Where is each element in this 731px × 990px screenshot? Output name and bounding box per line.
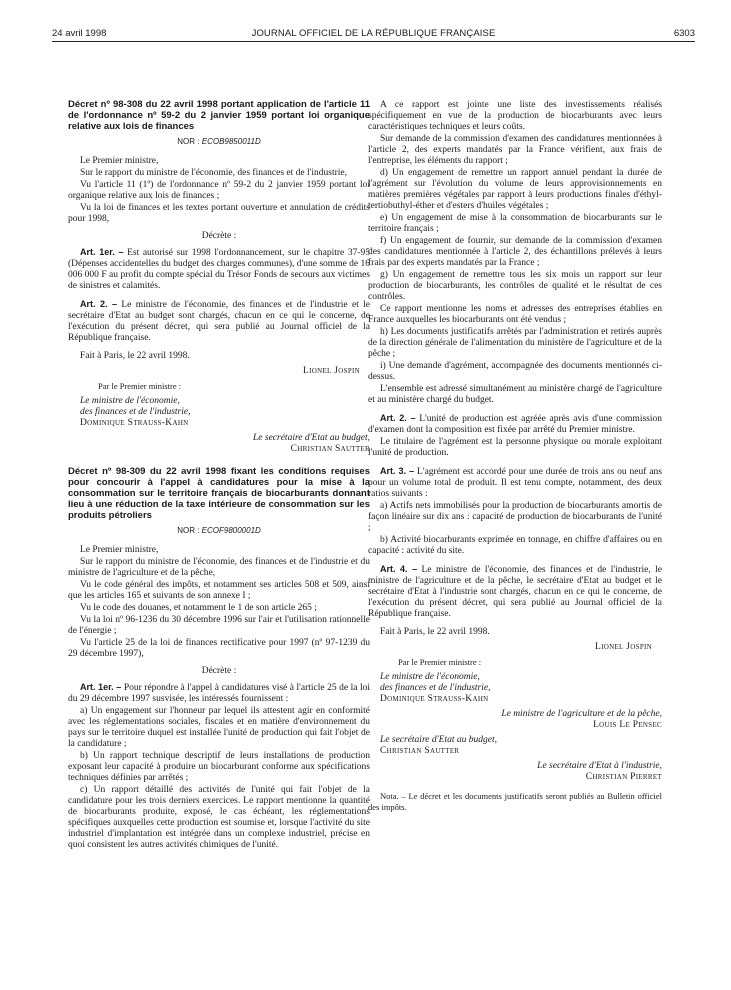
decret2-art3: Art. 3. – L'agrément est accordé pour une durée de trois ans ou neuf ans pour un volume total de produit. Il est tenu compte, notamment, des deux ratios suivants :	[368, 466, 662, 499]
header-rule	[52, 41, 695, 42]
decret1-art2: Art. 2. – Le ministre de l'économie, des finances et de l'industrie et le secrétaire d'Etat au budget sont chargés, chacun en ce qui le concerne, de l'exécution du présent décret, qui sera publié au Journal officiel de la République française.	[68, 299, 371, 344]
header-date: 24 avril 1998	[52, 28, 107, 39]
decret2-par-pm: Par le Premier ministre :	[398, 657, 482, 667]
decret2-art1: Art. 1er. – Pour répondre à l'appel à candidatures visé à l'article 25 de la loi du 29 décembre 1997 susvisée, les intéressés fournissent :	[68, 682, 371, 705]
decret1-nor: NOR : ECOB9850011D	[177, 137, 261, 147]
decret2-item-h: h) Les documents justificatifs arrêtés par l'administration et retirés auprès de la direction générale de l'alimentation du ministère de l'agriculture et de la pêche ;	[368, 327, 662, 359]
decret2-sig-pm: Lionel Jospin	[595, 642, 652, 652]
decret2-p1: Le Premier ministre,	[80, 545, 159, 556]
decret1-secretary: Le secrétaire d'Etat au budget, Christian Sautter	[253, 433, 370, 455]
decret2-p2: Sur le rapport du ministre de l'économie, des finances et de l'industrie et du ministre de l'agriculture et de la pêche,	[68, 557, 370, 579]
decret2-p5: Vu la loi nº 96-1236 du 30 décembre 1996 sur l'air et l'utilisation rationnelle de l'énergie ;	[68, 615, 370, 637]
decret2-minister-eco: Le ministre de l'économie, des finances et de l'industrie, Dominique Strauss-Kahn	[380, 672, 491, 704]
decret2-art3-b: b) Activité biocarburants exprimée en tonnage, en chiffre d'affaires ou en capacité : activité du site.	[368, 535, 662, 556]
page-header	[52, 24, 695, 40]
decret2-item-b: b) Un rapport technique descriptif de leurs installations de production exposant leur capacité à produire un biocarburant conforme aux spécifications techniques définies par arrêtés ;	[68, 751, 370, 784]
right-column	[368, 100, 662, 814]
decret2-art2-p2: Le titulaire de l'agrément est la personne physique ou morale exploitant l'unité de production.	[368, 437, 662, 458]
decret2-r2: Sur demande de la commission d'examen des candidatures mentionnées à l'article 2, des experts mandatés par la France vérifient, aux frais de l'entreprise, les éléments du rapport ;	[368, 134, 662, 166]
decret1-p4: Vu la loi de finances et les textes portant ouverture et annulation de crédits pour 1998,	[68, 203, 370, 225]
decret2-p4: Vu le code des douanes, et notamment le 1 de son article 265 ;	[80, 603, 317, 614]
decret2-decrete: Décrète :	[201, 666, 237, 677]
decret2-art4: Art. 4. – Le ministre de l'économie, des finances et de l'industrie, le ministre de l'agriculture et de la pêche, le secrétaire d'Etat au budget et le secrétaire d'Etat à l'industrie sont chargés, chacun en ce qui le concerne, de l'exécution du présent décret, qui sera publié au Journal officiel de la République française.	[368, 564, 662, 619]
decret2-art3-a: a) Actifs nets immobilisés pour la production de biocarburants amortis de façon linéaire sur dix ans : capacité de production de biocarburants de l'unité ;	[368, 501, 662, 533]
decret1-art1: Art. 1er. – Est autorisé sur 1998 l'ordonnancement, sur le chapitre 37-95 (Dépenses accidentelles du budget des charges communes), d'une somme de 16 006 000 F au profit du compte spécial du Trésor Fonds de secours aux victimes de sinistres et calamités.	[68, 247, 371, 292]
decret2-item-d: d) Un engagement de remettre un rapport annuel pendant la durée de l'agrément sur l'évolution du volume de leurs approvisionnements en matières premières végétales par rapport à leurs productions finales d'éthyl-tertiobuthyl-éther et d'esters d'huiles végétales ;	[368, 168, 662, 211]
header-page-number: 6303	[673, 28, 695, 39]
decret2-nor: NOR : ECOF9800001D	[177, 526, 261, 536]
header-journal-title: JOURNAL OFFICIEL DE LA RÉPUBLIQUE FRANÇAISE	[251, 28, 496, 39]
decret1-title: Décret nº 98-308 du 22 avril 1998 portant application de l'article 11 de l'ordonnance nº 59-2 du 2 janvier 1959 portant loi organique relative aux lois de finances	[68, 99, 370, 132]
decret1-sig-pm: Lionel Jospin	[303, 366, 360, 377]
decret2-item-g: g) Un engagement de remettre tous les six mois un rapport sur leur production de biocarburants, les contrôles de qualité et le résultat de ces contrôles.	[368, 270, 662, 302]
decret1-fait: Fait à Paris, le 22 avril 1998.	[80, 351, 190, 362]
decret2-nota: Nota. – Le décret et les documents justificatifs seront publiés au Bulletin officiel des impôts.	[368, 791, 662, 812]
decret2-item-i: i) Une demande d'agrément, accompagnée des documents mentionnés ci-dessus.	[368, 361, 662, 382]
decret2-title: Décret nº 98-309 du 22 avril 1998 fixant les conditions requises pour concourir à l'appel à candidatures pour la mise à la consommation sur le territoire français de biocarburants donnant lieu à une réduction de la taxe intérieure de consommation sur les produits pétroliers	[68, 466, 370, 521]
decret2-item-e: e) Un engagement de mise à la consommation de biocarburants sur le territoire français ;	[368, 213, 662, 234]
decret2-r4: L'ensemble est adressé simultanément au ministère chargé de l'agriculture et au ministère chargé du budget.	[368, 384, 662, 405]
decret2-p3: Vu le code général des impôts, et notamment ses articles 508 et 509, ainsi que les articles 165 et suivants de son annexe I ;	[68, 580, 370, 602]
decret2-item-c: c) Un rapport détaillé des activités de l'unité qui fait l'objet de la candidature pour les trois derniers exercices. Le rapport mentionne la quantité de biocarburants produite, exposé, le cas échéant, les réglementations spécifiques auxquelles cette production est soumise et, lorsque l'activité du site industriel d'implantation est intégrée dans un complexe industriel, précise en quoi consistent les autres activités chimiques de l'unité.	[68, 785, 370, 851]
decret2-item-a: a) Un engagement sur l'honneur par lequel ils attestent agir en conformité avec les réglementations sociales, fiscales et en matière d'environnement du pays sur le territoire duquel est installée l'unité de production qui fait l'objet de la candidature ;	[68, 706, 370, 750]
decret1-decrete: Décrète :	[201, 231, 237, 242]
decret1-minister: Le ministre de l'économie, des finances et de l'industrie, Dominique Strauss-Kahn	[80, 396, 191, 429]
decret2-minister-agri: Le ministre de l'agriculture et de la pêche, Louis Le Pensec	[501, 709, 662, 730]
decret2-r1: A ce rapport est jointe une liste des investissements réalisés spécifiquement en vue de la production de biocarburants avec leurs caractéristiques techniques et leurs coûts.	[368, 100, 662, 132]
decret2-fait: Fait à Paris, le 22 avril 1998.	[380, 627, 490, 637]
decret2-secretary-budget: Le secrétaire d'Etat au budget, Christian Sautter	[380, 735, 497, 756]
decret2-secretary-industry: Le secrétaire d'Etat à l'industrie, Christian Pierret	[537, 761, 662, 782]
decret1-p1: Le Premier ministre,	[80, 156, 159, 167]
decret1-par-pm: Par le Premier ministre :	[98, 381, 182, 392]
left-column	[68, 100, 370, 852]
decret2-p6: Vu l'article 25 de la loi de finances rectificative pour 1997 (nº 97-1239 du 29 décembre 1997),	[68, 638, 370, 660]
decret1-p2: Sur le rapport du ministre de l'économie, des finances et de l'industrie,	[80, 168, 347, 179]
decret1-p3: Vu l'article 11 (1º) de l'ordonnance nº 59-2 du 2 janvier 1959 portant loi organique relative aux lois de finances ;	[68, 180, 370, 202]
decret2-art2: Art. 2. – L'unité de production est agréée après avis d'une commission d'examen dont la composition est fixée par arrêté du Premier ministre.	[368, 413, 662, 435]
decret2-r3: Ce rapport mentionne les noms et adresses des entreprises établies en France auxquelles les biocarburants ont été vendus ;	[368, 304, 662, 325]
decret2-item-f: f) Un engagement de fournir, sur demande de la commission d'examen des candidatures mentionnée à l'article 2, des échantillons prélevés à leurs frais par des experts mandatés par la France ;	[368, 236, 662, 268]
